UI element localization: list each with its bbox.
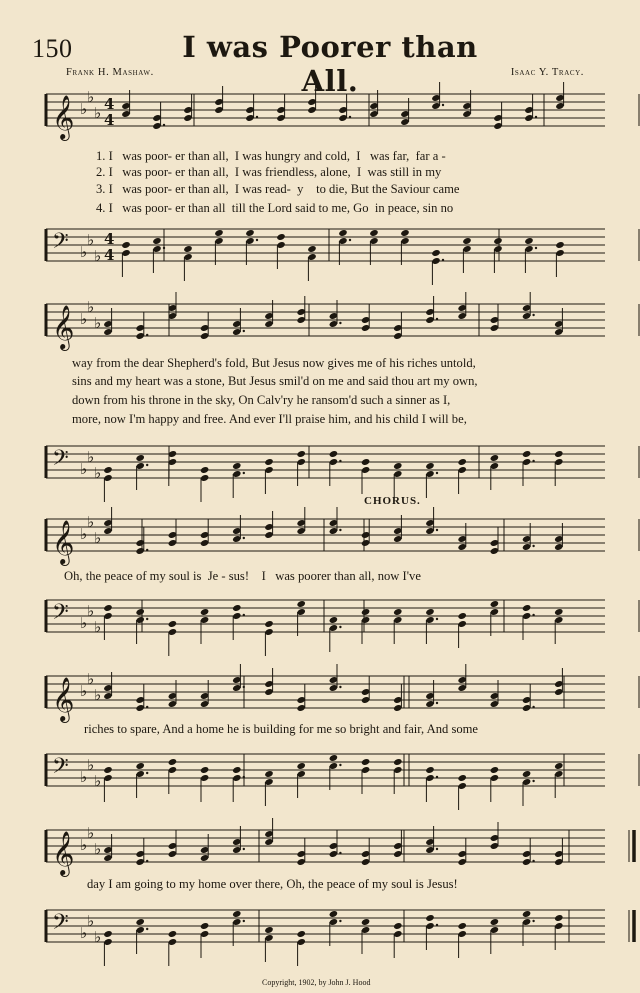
note-head — [329, 616, 338, 624]
system-1-treble-staff — [40, 90, 610, 142]
system-2-treble-staff — [40, 300, 610, 352]
time-signature-digit: 4 — [104, 230, 115, 248]
dot — [146, 772, 148, 774]
flat-icon: ♭ — [80, 243, 88, 261]
note-head — [457, 458, 466, 466]
note-head — [457, 922, 466, 930]
dot — [339, 529, 341, 531]
note-head — [431, 249, 440, 257]
bass-clef-icon: 𝄢 — [52, 910, 69, 940]
note-head — [135, 608, 144, 616]
note-head — [522, 450, 531, 458]
composer-credit: Isaac Y. Tracy. — [510, 67, 584, 78]
note-head — [296, 930, 305, 938]
note-head — [522, 910, 531, 918]
dot — [436, 618, 438, 620]
flat-icon: ♭ — [80, 460, 88, 478]
note-head — [462, 237, 471, 245]
note-head — [264, 926, 273, 934]
dot — [243, 920, 245, 922]
note-head — [490, 918, 499, 926]
dot — [339, 460, 341, 462]
dot — [532, 780, 534, 782]
bass-clef-icon: 𝄢 — [52, 754, 69, 784]
dot — [436, 529, 438, 531]
flat-icon: ♭ — [94, 314, 102, 332]
treble-clef-icon: 𝄞 — [52, 520, 75, 564]
dot — [436, 924, 438, 926]
flat-icon: ♭ — [94, 104, 102, 122]
note-head — [329, 450, 338, 458]
system-5-treble-staff — [40, 826, 610, 878]
dot — [532, 920, 534, 922]
system-5-lyric: day I am going to my home over there, Oh, the peace of my soul is Jesus! — [87, 877, 458, 891]
flat-icon: ♭ — [80, 525, 88, 543]
note-head — [135, 918, 144, 926]
flat-icon: ♭ — [94, 464, 102, 482]
copyright-notice: Copyright, 1902, by John J. Hood — [262, 978, 371, 987]
dot — [163, 247, 165, 249]
hymn-title: I was Poorer than All. — [182, 30, 478, 98]
note-head — [393, 922, 402, 930]
dot — [442, 259, 444, 261]
note-head — [135, 454, 144, 462]
note-head — [393, 608, 402, 616]
flat-icon: ♭ — [80, 768, 88, 786]
dot — [339, 322, 341, 324]
dot — [146, 928, 148, 930]
note-head — [168, 758, 177, 766]
note-head — [393, 758, 402, 766]
dot — [535, 116, 537, 118]
note-head — [232, 604, 241, 612]
flat-icon: ♭ — [94, 840, 102, 858]
note-head — [232, 910, 241, 918]
lyricist-credit: Frank H. Mashaw. — [66, 67, 154, 78]
dot — [243, 686, 245, 688]
note-head — [493, 237, 502, 245]
dot — [163, 124, 165, 126]
note-head — [329, 754, 338, 762]
note-head — [103, 604, 112, 612]
dot — [339, 920, 341, 922]
dot — [436, 472, 438, 474]
dot — [436, 848, 438, 850]
system-2-bass-staff — [40, 442, 610, 494]
flat-icon: ♭ — [94, 772, 102, 790]
note-head — [425, 608, 434, 616]
dot — [349, 116, 351, 118]
note-head — [296, 762, 305, 770]
flat-icon: ♭ — [87, 298, 95, 316]
system-2-verse-2: sins and my heart was a stone, But Jesus smil'd on me and said thou art my own, — [72, 374, 478, 388]
note-head — [425, 914, 434, 922]
system-2-verse-1: way from the dear Shepherd's fold, But Jesus now gives me of his riches untold, — [72, 356, 476, 370]
page-number: 150 — [32, 34, 73, 63]
system-3-treble-staff — [40, 515, 610, 567]
dot — [436, 776, 438, 778]
dot — [532, 314, 534, 316]
system-4-bass-staff — [40, 750, 610, 802]
dot — [243, 330, 245, 332]
note-head — [457, 774, 466, 782]
note-head — [361, 918, 370, 926]
flat-icon: ♭ — [94, 686, 102, 704]
note-head — [554, 914, 563, 922]
flat-icon: ♭ — [80, 924, 88, 942]
chorus-label: CHORUS. — [364, 495, 421, 507]
note-head — [524, 237, 533, 245]
note-head — [307, 245, 316, 253]
dot — [146, 618, 148, 620]
flat-icon: ♭ — [80, 836, 88, 854]
flat-icon: ♭ — [80, 100, 88, 118]
bass-clef-icon: 𝄢 — [52, 600, 69, 630]
flat-icon: ♭ — [87, 670, 95, 688]
note-head — [103, 930, 112, 938]
treble-clef-icon: 𝄞 — [52, 95, 75, 139]
dot — [146, 549, 148, 551]
note-head — [296, 450, 305, 458]
dot — [436, 318, 438, 320]
note-head — [168, 620, 177, 628]
system-3-lyric: Oh, the peace of my soul is Je - sus! I was poorer than all, now I've — [64, 569, 421, 583]
dot — [532, 545, 534, 547]
dot — [339, 686, 341, 688]
treble-clef-icon: 𝄞 — [52, 305, 75, 349]
note-head — [361, 458, 370, 466]
dot — [436, 702, 438, 704]
system-4-treble-staff — [40, 672, 610, 724]
note-head — [393, 462, 402, 470]
dot — [442, 104, 444, 106]
note-head — [400, 229, 409, 237]
flat-icon: ♭ — [87, 513, 95, 531]
time-signature-digit: 4 — [104, 111, 115, 129]
system-1-verse-2: 2. I was poor- er than all, I was friendless, alone, I was still in my — [96, 165, 442, 179]
note-head — [554, 450, 563, 458]
note-head — [264, 620, 273, 628]
time-signature-digit: 4 — [104, 246, 115, 264]
note-head — [522, 770, 531, 778]
flat-icon: ♭ — [94, 618, 102, 636]
system-1-bass-staff — [40, 225, 610, 277]
dot — [535, 247, 537, 249]
system-2-verse-3: down from his throne in the sky, On Calv'ry he ransom'd such a sinner as I, — [72, 393, 451, 407]
dot — [532, 860, 534, 862]
note-head — [121, 241, 130, 249]
note-head — [200, 466, 209, 474]
dot — [339, 852, 341, 854]
treble-clef-icon: 𝄞 — [52, 831, 75, 875]
dot — [146, 464, 148, 466]
note-head — [232, 766, 241, 774]
flat-icon: ♭ — [80, 614, 88, 632]
treble-clef-icon: 𝄞 — [52, 677, 75, 721]
note-head — [554, 608, 563, 616]
note-head — [425, 766, 434, 774]
dot — [532, 706, 534, 708]
note-head — [369, 229, 378, 237]
flat-icon: ♭ — [94, 247, 102, 265]
note-head — [264, 458, 273, 466]
dot — [349, 239, 351, 241]
note-head — [183, 245, 192, 253]
note-head — [264, 770, 273, 778]
flat-icon: ♭ — [87, 824, 95, 842]
note-head — [490, 454, 499, 462]
dot — [532, 614, 534, 616]
note-head — [361, 758, 370, 766]
dot — [146, 334, 148, 336]
dot — [243, 472, 245, 474]
flat-icon: ♭ — [94, 529, 102, 547]
note-head — [200, 608, 209, 616]
dot — [146, 860, 148, 862]
note-head — [103, 466, 112, 474]
flat-icon: ♭ — [87, 602, 95, 620]
note-head — [457, 612, 466, 620]
flat-icon: ♭ — [94, 928, 102, 946]
note-head — [329, 910, 338, 918]
dot — [256, 116, 258, 118]
note-head — [214, 229, 223, 237]
note-head — [200, 766, 209, 774]
flat-icon: ♭ — [80, 682, 88, 700]
dot — [339, 626, 341, 628]
system-5-bass-staff — [40, 906, 610, 958]
note-head — [168, 930, 177, 938]
dot — [243, 776, 245, 778]
flat-icon: ♭ — [80, 310, 88, 328]
note-head — [425, 462, 434, 470]
note-head — [103, 766, 112, 774]
system-3-bass-staff — [40, 596, 610, 648]
note-head — [152, 237, 161, 245]
note-head — [555, 241, 564, 249]
note-head — [490, 766, 499, 774]
time-signature-digit: 4 — [104, 95, 115, 113]
dot — [256, 239, 258, 241]
note-head — [361, 608, 370, 616]
bass-clef-icon: 𝄢 — [52, 229, 69, 259]
system-4-lyric: riches to spare, And a home he is building for me so bright and fair, And some — [84, 722, 479, 736]
system-1-verse-1: 1. I was poor- er than all, I was hungry and cold, I was far, far a - — [96, 149, 446, 163]
note-head — [232, 462, 241, 470]
note-head — [135, 762, 144, 770]
flat-icon: ♭ — [87, 448, 95, 466]
dot — [532, 460, 534, 462]
dot — [243, 614, 245, 616]
dot — [243, 848, 245, 850]
note-head — [276, 233, 285, 241]
note-head — [554, 762, 563, 770]
note-head — [522, 604, 531, 612]
system-1-verse-3: 3. I was poor- er than all, I was read- y to die, But the Saviour came — [96, 182, 460, 196]
flat-icon: ♭ — [87, 88, 95, 106]
system-1-verse-4: 4. I was poor- er than all till the Lord said to me, Go in peace, sin no — [96, 201, 454, 215]
flat-icon: ♭ — [87, 756, 95, 774]
dot — [243, 537, 245, 539]
note-head — [338, 229, 347, 237]
bass-clef-icon: 𝄢 — [52, 446, 69, 476]
dot — [146, 706, 148, 708]
system-2-verse-4: more, now I'm happy and free. And ever I'll praise him, and his child I will be, — [72, 412, 467, 426]
note-head — [245, 229, 254, 237]
note-head — [490, 600, 499, 608]
dot — [339, 764, 341, 766]
note-head — [296, 600, 305, 608]
flat-icon: ♭ — [87, 912, 95, 930]
flat-icon: ♭ — [87, 231, 95, 249]
note-head — [200, 922, 209, 930]
